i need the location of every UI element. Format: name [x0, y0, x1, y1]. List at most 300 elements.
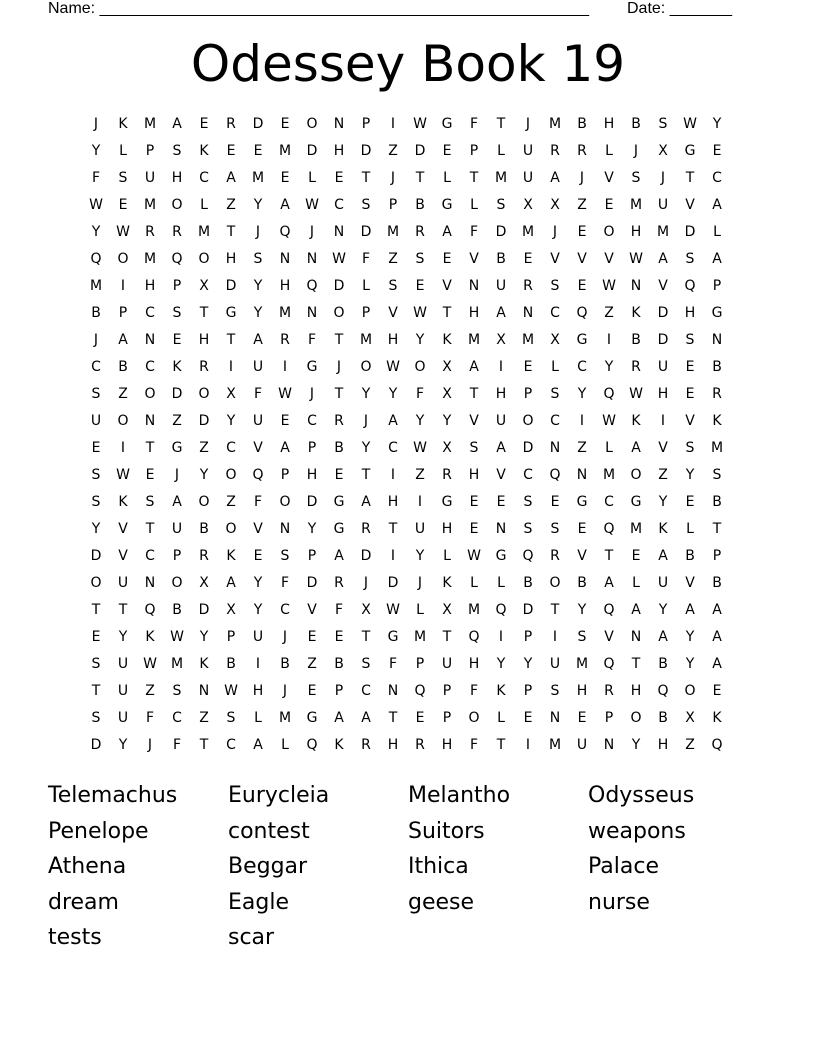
grid-letter: I — [417, 494, 423, 510]
grid-letter: O — [630, 467, 642, 483]
grid-letter: B — [712, 494, 722, 510]
grid-letter: K — [334, 737, 344, 753]
grid-letter: G — [171, 440, 183, 456]
grid-letter: M — [143, 116, 157, 132]
grid-letter: V — [685, 575, 695, 591]
grid-letter: S — [685, 251, 695, 267]
grid-letter: X — [442, 440, 452, 456]
grid-letter: F — [388, 656, 398, 672]
grid-letter: V — [118, 548, 128, 564]
grid-letter: D — [90, 548, 102, 564]
grid-row — [84, 327, 744, 354]
grid-letter: R — [280, 332, 290, 348]
word-list-item: Telemachus — [48, 783, 178, 808]
grid-letter: W — [386, 359, 400, 375]
grid-letter: F — [415, 386, 425, 402]
grid-letter: G — [441, 116, 453, 132]
grid-row — [84, 597, 744, 624]
grid-letter: N — [549, 710, 561, 726]
grid-letter: S — [658, 116, 668, 132]
grid-letter: M — [602, 467, 616, 483]
grid-letter: T — [442, 629, 452, 645]
grid-letter: Y — [685, 467, 695, 483]
grid-letter: E — [577, 521, 587, 537]
grid-letter: Z — [604, 305, 614, 321]
grid-letter: B — [523, 575, 533, 591]
grid-letter: O — [414, 359, 426, 375]
grid-letter: M — [710, 440, 724, 456]
grid-letter: K — [118, 116, 128, 132]
grid-letter: G — [576, 332, 588, 348]
grid-letter: E — [199, 116, 209, 132]
grid-row — [84, 543, 744, 570]
grid-letter: Z — [199, 440, 209, 456]
grid-letter: K — [199, 143, 209, 159]
grid-letter: B — [91, 305, 101, 321]
grid-letter: K — [631, 305, 641, 321]
grid-letter: N — [144, 332, 156, 348]
grid-letter: A — [631, 602, 641, 618]
grid-letter: I — [498, 359, 504, 375]
grid-row — [84, 300, 744, 327]
word-list-item: Athena — [48, 854, 127, 879]
grid-letter: L — [443, 548, 451, 564]
grid-letter: W — [116, 224, 130, 240]
grid-letter: P — [712, 548, 722, 564]
grid-letter: B — [577, 116, 587, 132]
grid-letter: U — [657, 359, 669, 375]
grid-letter: X — [496, 332, 506, 348]
grid-letter: N — [468, 278, 480, 294]
grid-letter: P — [307, 548, 317, 564]
grid-letter: X — [199, 575, 209, 591]
grid-letter: K — [658, 521, 668, 537]
grid-letter: I — [120, 440, 126, 456]
grid-letter: D — [522, 440, 534, 456]
grid-letter: T — [334, 332, 344, 348]
grid-letter: X — [442, 602, 452, 618]
grid-letter: R — [604, 683, 614, 699]
grid-letter: W — [224, 683, 238, 699]
grid-letter: J — [309, 224, 315, 240]
grid-row — [84, 732, 744, 759]
grid-letter: T — [550, 602, 560, 618]
grid-letter: B — [577, 575, 587, 591]
grid-letter: D — [684, 224, 696, 240]
grid-letter: H — [198, 332, 210, 348]
grid-letter: U — [252, 413, 264, 429]
grid-letter: P — [469, 143, 479, 159]
grid-letter: E — [334, 629, 344, 645]
grid-letter: W — [683, 116, 697, 132]
grid-letter: T — [334, 386, 344, 402]
grid-letter: N — [711, 332, 723, 348]
grid-letter: T — [712, 521, 722, 537]
grid-letter: R — [415, 224, 425, 240]
grid-letter: O — [90, 575, 102, 591]
grid-letter: W — [602, 278, 616, 294]
grid-letter: C — [226, 737, 236, 753]
grid-letter: A — [172, 494, 182, 510]
grid-letter: N — [495, 521, 507, 537]
grid-letter: U — [657, 197, 669, 213]
grid-letter: D — [657, 332, 669, 348]
grid-letter: L — [470, 575, 478, 591]
grid-letter: L — [416, 602, 424, 618]
grid-letter: B — [496, 251, 506, 267]
grid-letter: M — [494, 170, 508, 186]
grid-letter: M — [413, 629, 427, 645]
grid-letter: J — [363, 575, 369, 591]
grid-letter: S — [91, 467, 101, 483]
grid-letter: B — [226, 656, 236, 672]
grid-letter: U — [252, 359, 264, 375]
grid-letter: G — [225, 305, 237, 321]
grid-letter: G — [333, 521, 345, 537]
grid-letter: M — [278, 710, 292, 726]
grid-letter: Q — [414, 683, 426, 699]
grid-row — [84, 219, 744, 246]
grid-letter: D — [387, 575, 399, 591]
grid-letter: O — [171, 575, 183, 591]
grid-letter: E — [685, 386, 695, 402]
grid-letter: N — [306, 305, 318, 321]
grid-letter: K — [118, 494, 128, 510]
grid-letter: E — [280, 170, 290, 186]
grid-letter: X — [226, 602, 236, 618]
grid-letter: V — [388, 305, 398, 321]
grid-letter: Z — [226, 197, 236, 213]
grid-letter: J — [336, 359, 342, 375]
grid-letter: Y — [577, 386, 587, 402]
grid-letter: S — [91, 656, 101, 672]
grid-letter: I — [255, 656, 261, 672]
grid-letter: O — [198, 494, 210, 510]
grid-letter: F — [172, 737, 182, 753]
grid-letter: Y — [361, 386, 371, 402]
grid-letter: F — [469, 683, 479, 699]
grid-letter: M — [251, 170, 265, 186]
grid-letter: A — [712, 629, 722, 645]
grid-letter: Z — [658, 467, 668, 483]
grid-letter: J — [417, 575, 423, 591]
grid-letter: X — [550, 332, 560, 348]
grid-row — [84, 165, 744, 192]
grid-letter: T — [469, 170, 479, 186]
grid-letter: G — [333, 494, 345, 510]
grid-letter: Y — [253, 575, 263, 591]
grid-letter: E — [91, 629, 101, 645]
grid-letter: L — [497, 143, 505, 159]
grid-letter: U — [522, 170, 534, 186]
grid-letter: G — [630, 494, 642, 510]
grid-letter: Y — [253, 305, 263, 321]
grid-letter: Z — [307, 656, 317, 672]
grid-row — [84, 408, 744, 435]
grid-letter: T — [631, 656, 641, 672]
grid-letter: N — [144, 413, 156, 429]
grid-letter: W — [89, 197, 103, 213]
grid-letter: Y — [253, 197, 263, 213]
grid-letter: Y — [712, 116, 722, 132]
grid-letter: Y — [91, 521, 101, 537]
grid-letter: H — [306, 467, 318, 483]
grid-letter: K — [226, 548, 236, 564]
grid-letter: E — [172, 332, 182, 348]
grid-letter: U — [117, 683, 129, 699]
grid-letter: H — [387, 737, 399, 753]
grid-letter: H — [441, 521, 453, 537]
grid-letter: X — [442, 359, 452, 375]
grid-letter: V — [253, 440, 263, 456]
grid-letter: Y — [307, 521, 317, 537]
grid-letter: T — [361, 170, 371, 186]
grid-letter: F — [469, 224, 479, 240]
grid-letter: Y — [658, 602, 668, 618]
grid-letter: S — [523, 521, 533, 537]
grid-letter: C — [91, 359, 101, 375]
grid-letter: W — [602, 413, 616, 429]
grid-letter: R — [550, 548, 560, 564]
grid-letter: X — [523, 197, 533, 213]
grid-letter: S — [577, 629, 587, 645]
grid-letter: T — [388, 521, 398, 537]
grid-letter: K — [712, 413, 722, 429]
word-list-item: Penelope — [48, 818, 149, 844]
grid-letter: W — [332, 251, 346, 267]
grid-letter: M — [467, 332, 481, 348]
grid-letter: L — [632, 575, 640, 591]
grid-letter: F — [469, 737, 479, 753]
grid-letter: I — [228, 359, 234, 375]
grid-letter: W — [170, 629, 184, 645]
grid-letter: P — [118, 305, 128, 321]
grid-row — [84, 192, 744, 219]
grid-letter: T — [118, 602, 128, 618]
grid-letter: C — [172, 710, 182, 726]
grid-letter: S — [550, 521, 560, 537]
grid-letter: Q — [468, 629, 480, 645]
grid-letter: T — [199, 305, 209, 321]
grid-letter: Y — [577, 602, 587, 618]
grid-letter: V — [469, 251, 479, 267]
grid-letter: C — [280, 602, 290, 618]
grid-letter: Y — [253, 602, 263, 618]
grid-letter: S — [631, 170, 641, 186]
grid-letter: M — [548, 737, 562, 753]
grid-letter: H — [144, 278, 156, 294]
grid-letter: Y — [523, 656, 533, 672]
grid-letter: M — [629, 197, 643, 213]
grid-letter: R — [712, 386, 722, 402]
grid-letter: L — [497, 710, 505, 726]
grid-letter: B — [658, 656, 668, 672]
grid-letter: N — [576, 467, 588, 483]
grid-letter: S — [91, 386, 101, 402]
grid-letter: X — [442, 386, 452, 402]
word-list-item: Ithica — [408, 854, 469, 879]
grid-letter: E — [550, 494, 560, 510]
grid-letter: H — [630, 224, 642, 240]
grid-letter: M — [467, 602, 481, 618]
grid-letter: T — [496, 116, 506, 132]
word-list-item: Suitors — [408, 818, 485, 844]
grid-letter: P — [361, 305, 371, 321]
grid-letter: J — [390, 170, 396, 186]
grid-letter: V — [658, 278, 668, 294]
grid-letter: T — [361, 467, 371, 483]
grid-letter: Y — [226, 413, 236, 429]
grid-letter: M — [143, 251, 157, 267]
grid-letter: Q — [495, 602, 507, 618]
grid-letter: D — [657, 305, 669, 321]
word-list-item: Eagle — [228, 889, 289, 915]
grid-letter: V — [577, 548, 587, 564]
grid-letter: C — [334, 197, 344, 213]
grid-letter: X — [685, 710, 695, 726]
page-title: Odessey Book 19 — [190, 35, 626, 93]
grid-letter: R — [631, 359, 641, 375]
grid-letter: G — [684, 143, 696, 159]
grid-letter: O — [225, 467, 237, 483]
grid-letter: N — [333, 224, 345, 240]
grid-letter: S — [361, 656, 371, 672]
grid-letter: O — [522, 413, 534, 429]
grid-letter: C — [388, 440, 398, 456]
grid-letter: S — [550, 278, 560, 294]
grid-letter: B — [415, 197, 425, 213]
grid-letter: C — [523, 467, 533, 483]
grid-letter: O — [144, 386, 156, 402]
grid-letter: V — [604, 170, 614, 186]
grid-letter: B — [334, 440, 344, 456]
word-list-item: tests — [48, 925, 102, 950]
grid-letter: E — [253, 548, 263, 564]
grid-letter: C — [550, 305, 560, 321]
grid-letter: O — [117, 251, 129, 267]
word-list-item: nurse — [588, 889, 650, 915]
grid-letter: A — [280, 440, 290, 456]
grid-letter: R — [334, 413, 344, 429]
grid-letter: W — [116, 467, 130, 483]
grid-letter: T — [496, 737, 506, 753]
grid-row — [84, 246, 744, 273]
grid-letter: E — [604, 197, 614, 213]
grid-letter: Q — [603, 602, 615, 618]
grid-letter: O — [117, 413, 129, 429]
grid-letter: X — [658, 143, 668, 159]
grid-letter: V — [685, 197, 695, 213]
grid-letter: S — [685, 440, 695, 456]
grid-letter: L — [497, 575, 505, 591]
grid-letter: Q — [684, 278, 696, 294]
grid-letter: U — [441, 656, 453, 672]
grid-letter: I — [498, 629, 504, 645]
grid-letter: Y — [685, 629, 695, 645]
grid-letter: A — [712, 251, 722, 267]
word-list-item: Palace — [588, 854, 659, 879]
grid-letter: P — [388, 197, 398, 213]
grid-letter: L — [605, 440, 613, 456]
grid-letter: I — [282, 359, 288, 375]
grid-letter: I — [579, 413, 585, 429]
grid-letter: W — [413, 305, 427, 321]
grid-letter: E — [577, 278, 587, 294]
grid-letter: Z — [226, 494, 236, 510]
grid-row — [84, 516, 744, 543]
grid-letter: S — [550, 386, 560, 402]
grid-row — [84, 651, 744, 678]
grid-letter: M — [656, 224, 670, 240]
grid-letter: H — [225, 251, 237, 267]
grid-letter: Y — [415, 413, 425, 429]
grid-letter: Y — [631, 737, 641, 753]
grid-letter: F — [91, 170, 101, 186]
grid-letter: S — [280, 548, 290, 564]
grid-letter: J — [552, 224, 558, 240]
grid-letter: F — [361, 251, 371, 267]
grid-letter: D — [306, 575, 318, 591]
grid-letter: Q — [549, 467, 561, 483]
grid-letter: J — [93, 332, 99, 348]
grid-letter: K — [496, 683, 506, 699]
grid-letter: S — [172, 143, 182, 159]
grid-letter: L — [308, 170, 316, 186]
grid-letter: A — [469, 359, 479, 375]
grid-letter: M — [575, 656, 589, 672]
grid-letter: U — [414, 521, 426, 537]
grid-letter: C — [145, 359, 155, 375]
grid-letter: L — [281, 737, 289, 753]
grid-letter: E — [415, 710, 425, 726]
grid-letter: I — [390, 116, 396, 132]
grid-letter: F — [253, 494, 263, 510]
grid-letter: B — [118, 359, 128, 375]
grid-letter: S — [685, 332, 695, 348]
grid-letter: S — [172, 305, 182, 321]
grid-letter: A — [334, 710, 344, 726]
grid-letter: J — [147, 737, 153, 753]
grid-letter: V — [118, 521, 128, 537]
grid-letter: D — [414, 143, 426, 159]
grid-letter: P — [523, 386, 533, 402]
grid-letter: A — [550, 170, 560, 186]
grid-letter: Q — [657, 683, 669, 699]
grid-letter: X — [199, 278, 209, 294]
grid-letter: Z — [577, 440, 587, 456]
grid-letter: U — [117, 710, 129, 726]
grid-row — [84, 462, 744, 489]
grid-letter: P — [442, 710, 452, 726]
grid-letter: Z — [118, 386, 128, 402]
grid-letter: E — [280, 116, 290, 132]
grid-letter: H — [387, 494, 399, 510]
grid-letter: U — [90, 413, 102, 429]
grid-letter: F — [145, 710, 155, 726]
grid-row — [84, 138, 744, 165]
grid-letter: Q — [90, 251, 102, 267]
grid-letter: D — [171, 386, 183, 402]
grid-letter: C — [550, 413, 560, 429]
grid-letter: H — [684, 305, 696, 321]
grid-letter: N — [603, 737, 615, 753]
grid-letter: M — [89, 278, 103, 294]
grid-letter: A — [712, 602, 722, 618]
grid-letter: U — [252, 629, 264, 645]
grid-letter: J — [579, 170, 585, 186]
grid-letter: A — [658, 629, 668, 645]
grid-letter: Y — [658, 494, 668, 510]
